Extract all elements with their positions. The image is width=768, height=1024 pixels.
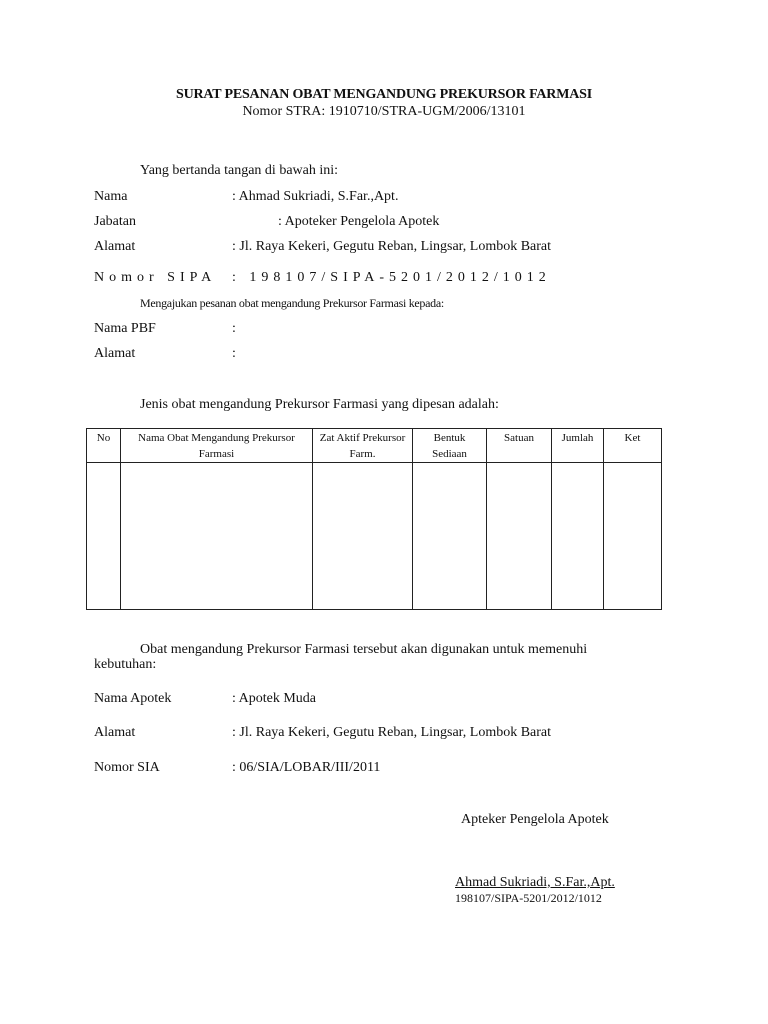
header-quantity: Jumlah [552, 429, 604, 463]
header-note: Ket [604, 429, 662, 463]
usage-text-line2: kebutuhan: [94, 657, 157, 672]
signer-name-value: : Ahmad Sukriadi, S.Far.,Apt. [232, 189, 399, 204]
signer-position-label: Jabatan [94, 214, 136, 229]
pharmacy-name-label: Nama Apotek [94, 691, 172, 706]
pbf-name-label: Nama PBF [94, 321, 156, 336]
usage-text-line1: Obat mengandung Prekursor Farmasi tersebut akan digunakan untuk memenuhi [140, 642, 588, 657]
pharmacy-address-label: Alamat [94, 725, 136, 740]
stra-number: Nomor STRA: 1910710/STRA-UGM/2006/13101 [242, 104, 526, 119]
order-table [86, 428, 662, 610]
signer-sipa-value: : 198107/SIPA-5201/2012/1012 [232, 270, 551, 285]
cell-active-ingredient [313, 463, 413, 610]
signature-role: Apteker Pengelola Apotek [461, 812, 609, 827]
header-active-ingredient: Zat Aktif Prekursor Farm. [313, 429, 413, 463]
pharmacy-address-value: : Jl. Raya Kekeri, Gegutu Reban, Lingsar, Lombok Barat [232, 725, 552, 740]
document-title: SURAT PESANAN OBAT MENGANDUNG PREKURSOR FARMASI [176, 87, 592, 102]
cell-unit [487, 463, 552, 610]
pharmacy-sia-label: Nomor SIA [94, 760, 160, 775]
signer-name-label: Nama [94, 189, 128, 204]
pharmacy-sia-value: : 06/SIA/LOBAR/III/2011 [232, 760, 381, 775]
table-header-row [87, 429, 662, 463]
cell-quantity [552, 463, 604, 610]
table-row [87, 463, 662, 610]
header-drug-name: Nama Obat Mengandung Prekursor Farmasi [121, 429, 313, 463]
header-dosage-form: Bentuk Sediaan [413, 429, 487, 463]
signer-sipa-label: Nomor SIPA [94, 270, 217, 285]
signer-address-label: Alamat [94, 239, 136, 254]
intro-text: Yang bertanda tangan di bawah ini: [140, 163, 339, 178]
pbf-name-value: : [232, 321, 236, 336]
cell-dosage-form [413, 463, 487, 610]
signature-name: Ahmad Sukriadi, S.Far.,Apt. [455, 875, 615, 890]
header-unit: Satuan [487, 429, 552, 463]
signature-number: 198107/SIPA-5201/2012/1012 [455, 891, 602, 905]
request-text: Mengajukan pesanan obat mengandung Prekursor Farmasi kepada: [140, 296, 444, 310]
signer-position-value: : Apoteker Pengelola Apotek [278, 214, 440, 229]
header-no: No [87, 429, 121, 463]
cell-note [604, 463, 662, 610]
pharmacy-name-value: : Apotek Muda [232, 691, 316, 706]
pbf-address-label: Alamat [94, 346, 136, 361]
pbf-address-value: : [232, 346, 236, 361]
cell-no [87, 463, 121, 610]
cell-drug-name [121, 463, 313, 610]
signer-address-value: : Jl. Raya Kekeri, Gegutu Reban, Lingsar, Lombok Barat [232, 239, 552, 254]
table-intro-text: Jenis obat mengandung Prekursor Farmasi yang dipesan adalah: [140, 397, 499, 412]
